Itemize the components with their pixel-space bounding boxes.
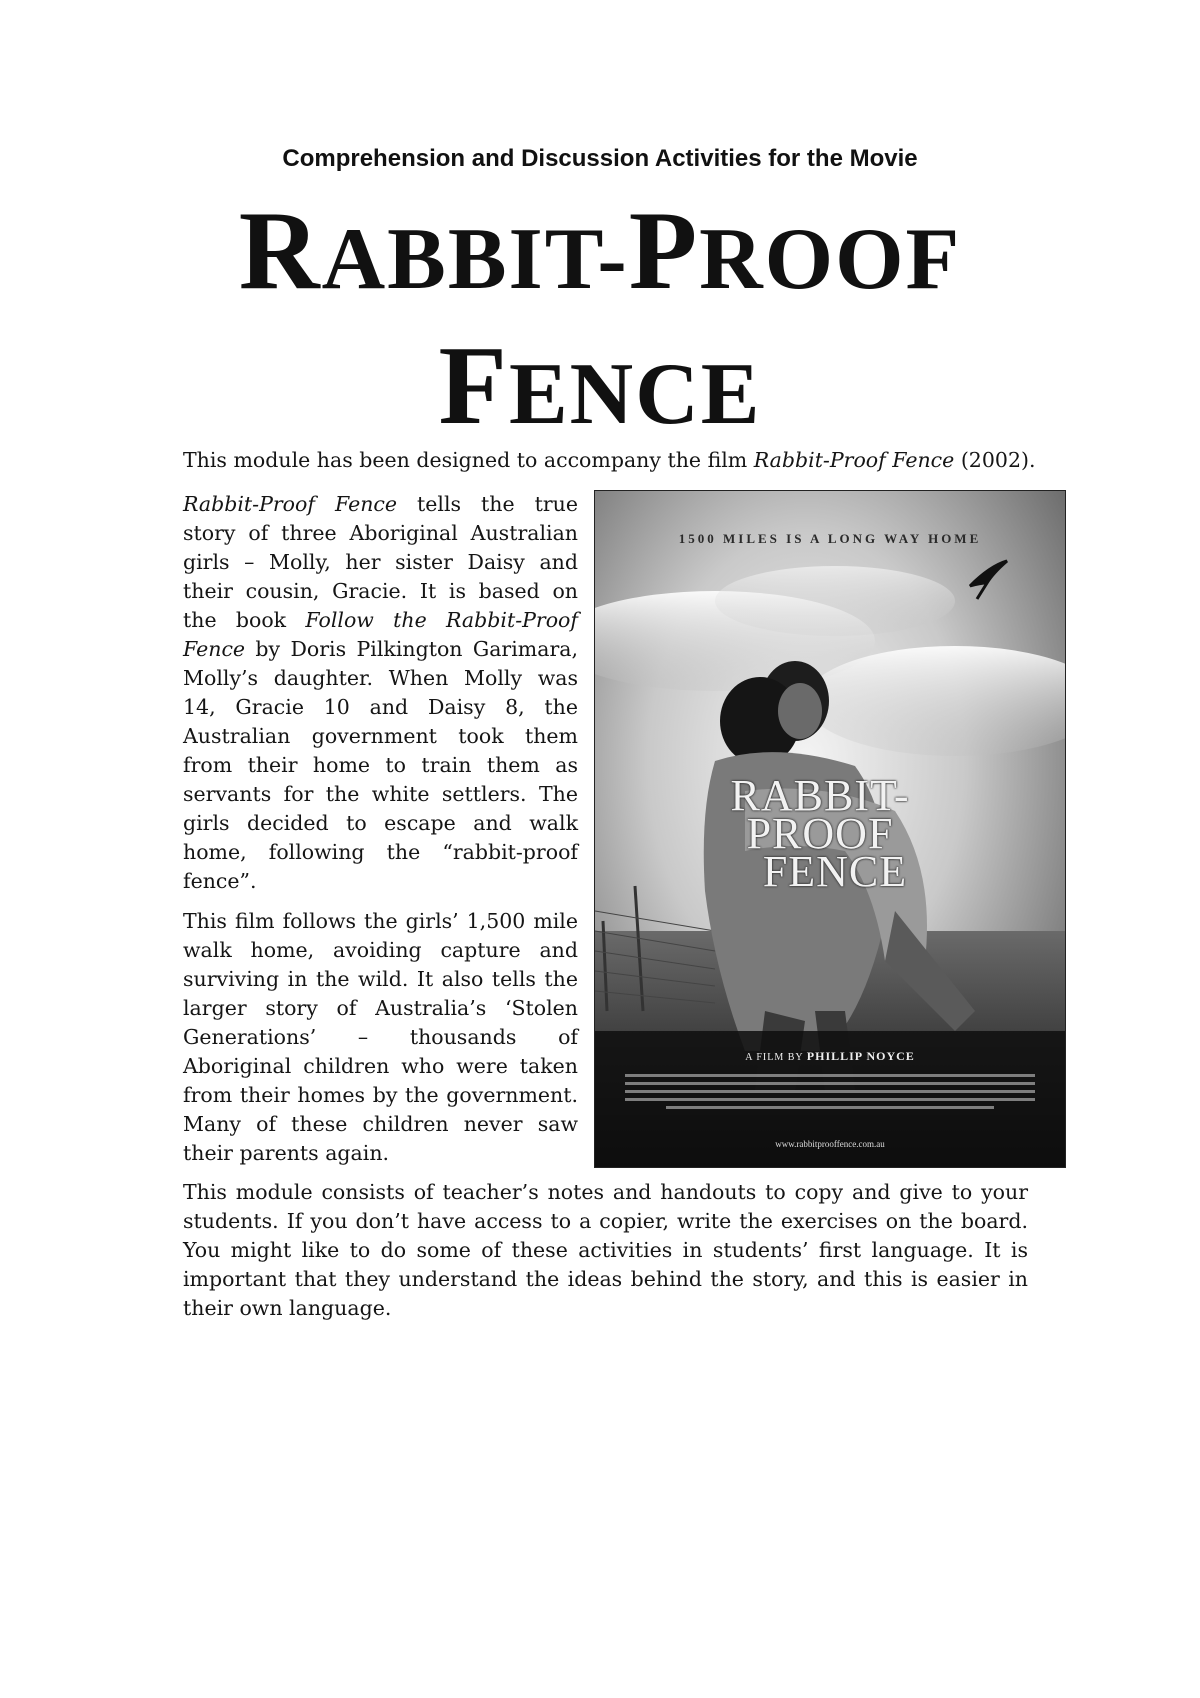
story-film-title: Rabbit-Proof Fence: [183, 492, 398, 516]
intro-paragraph: [183, 446, 1043, 475]
story-text-a: tells the true story of three Aboriginal Australian girls – Molly, her sister Daisy and their cousin, Gracie. It is based on the book: [183, 492, 579, 632]
intro-film-title: Rabbit-Proof Fence: [753, 448, 955, 472]
title-rest-abbit: ABBIT-: [321, 211, 629, 308]
intro-text-after: (2002).: [954, 448, 1036, 472]
story-paragraph: [183, 490, 578, 896]
poster-director-name: PHILLIP NOYCE: [806, 1049, 915, 1063]
poster-title-line-2: PROOF: [746, 809, 894, 858]
document-kicker: Comprehension and Discussion Activities for the Movie: [282, 145, 918, 172]
title-rest-roof: ROOF: [699, 211, 962, 308]
title-initial-p: P: [628, 189, 700, 313]
document-title-line-2: [0, 324, 1200, 448]
story-text-b: by Doris Pilkington Garimara, Molly’s daughter. When Molly was 14, Gracie 10 and Daisy 8, the Australian government took them from their home to train them as servants for the white settlers. The girls decided to escape and walk home, following the “rabbit-proof fence”.: [183, 637, 578, 893]
document-title-line-1: [0, 189, 1200, 313]
title-initial-f: F: [438, 324, 509, 448]
film-summary-paragraph: This film follows the girls’ 1,500 mile walk home, avoiding capture and surviving in the wild. It also tells the larger story of Australia’s ‘Stolen Generations’ – thousands of Aboriginal children who were taken from their homes by the government. Many of these children never saw their parents again.: [183, 909, 578, 1165]
title-initial-r: R: [238, 189, 322, 313]
module-notes-paragraph: This module consists of teacher’s notes and handouts to copy and give to your students. If you don’t have access to a copier, write the exercises on the board. You might like to do some of these activities in students’ first language. It is important that they understand the ideas behind the story, and this is easier in their own language.: [183, 1180, 1028, 1320]
story-book-title: Follow the Rabbit-Proof Fence: [183, 608, 578, 661]
poster-url: www.rabbitprooffence.com.au: [775, 1139, 885, 1149]
poster-director-prefix: A FILM BY: [745, 1052, 807, 1063]
poster-tagline: 1500 MILES IS A LONG WAY HOME: [678, 531, 982, 546]
poster-director-credit: [595, 1049, 1065, 1064]
title-rest-ence: ENCE: [508, 346, 762, 443]
intro-text-before: This module has been designed to accompany the film: [183, 448, 754, 472]
movie-poster-image: [594, 490, 1066, 1168]
poster-title-line-3: FENCE: [762, 847, 908, 896]
poster-credits-block: [625, 1069, 1035, 1121]
poster-title-line-1: RABBIT-: [730, 771, 910, 820]
